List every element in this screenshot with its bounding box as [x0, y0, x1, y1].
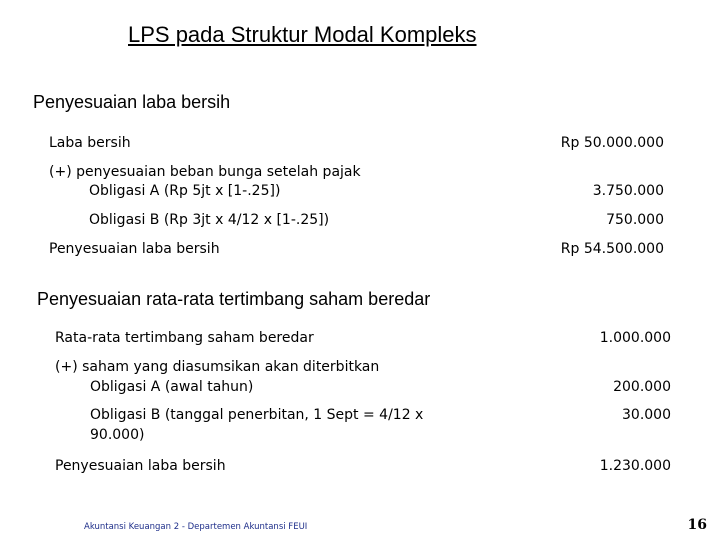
- slide-footer: Akuntansi Keuangan 2 - Departemen Akuntansi FEUI: [84, 522, 308, 532]
- saham-obligasi-a-value: 200.000: [613, 379, 671, 395]
- saham-obligasi-b-value: 30.000: [622, 407, 671, 423]
- saham-total-label: Penyesuaian laba bersih: [55, 458, 226, 474]
- laba-bersih-label: Laba bersih: [49, 135, 131, 151]
- page-number: 16: [687, 517, 707, 533]
- laba-obligasi-a-label: Obligasi A (Rp 5jt x [1-.25]): [89, 183, 281, 199]
- section-heading-laba: Penyesuaian laba bersih: [33, 92, 231, 112]
- laba-obligasi-b-value: 750.000: [606, 212, 664, 228]
- laba-obligasi-b-label: Obligasi B (Rp 3jt x 4/12 x [1-.25]): [89, 212, 330, 228]
- laba-total-value: Rp 54.500.000: [560, 241, 664, 257]
- saham-adjustment-header: (+) saham yang diasumsikan akan diterbitkan: [55, 359, 380, 375]
- rata-rata-label: Rata-rata tertimbang saham beredar: [55, 330, 314, 346]
- saham-obligasi-b-label-line1: Obligasi B (tanggal penerbitan, 1 Sept = 4/12 x: [90, 407, 424, 423]
- saham-total-value: 1.230.000: [599, 458, 671, 474]
- saham-obligasi-a-label: Obligasi A (awal tahun): [90, 379, 254, 395]
- laba-total-label: Penyesuaian laba bersih: [49, 241, 220, 257]
- slide-title: LPS pada Struktur Modal Kompleks: [128, 22, 477, 47]
- rata-rata-value: 1.000.000: [599, 330, 671, 346]
- section-heading-saham: Penyesuaian rata-rata tertimbang saham beredar: [37, 289, 431, 309]
- laba-obligasi-a-value: 3.750.000: [592, 183, 664, 199]
- saham-obligasi-b-label-line2: 90.000): [90, 427, 145, 443]
- laba-adjustment-header: (+) penyesuaian beban bunga setelah pajak: [49, 164, 361, 180]
- laba-bersih-value: Rp 50.000.000: [560, 135, 664, 151]
